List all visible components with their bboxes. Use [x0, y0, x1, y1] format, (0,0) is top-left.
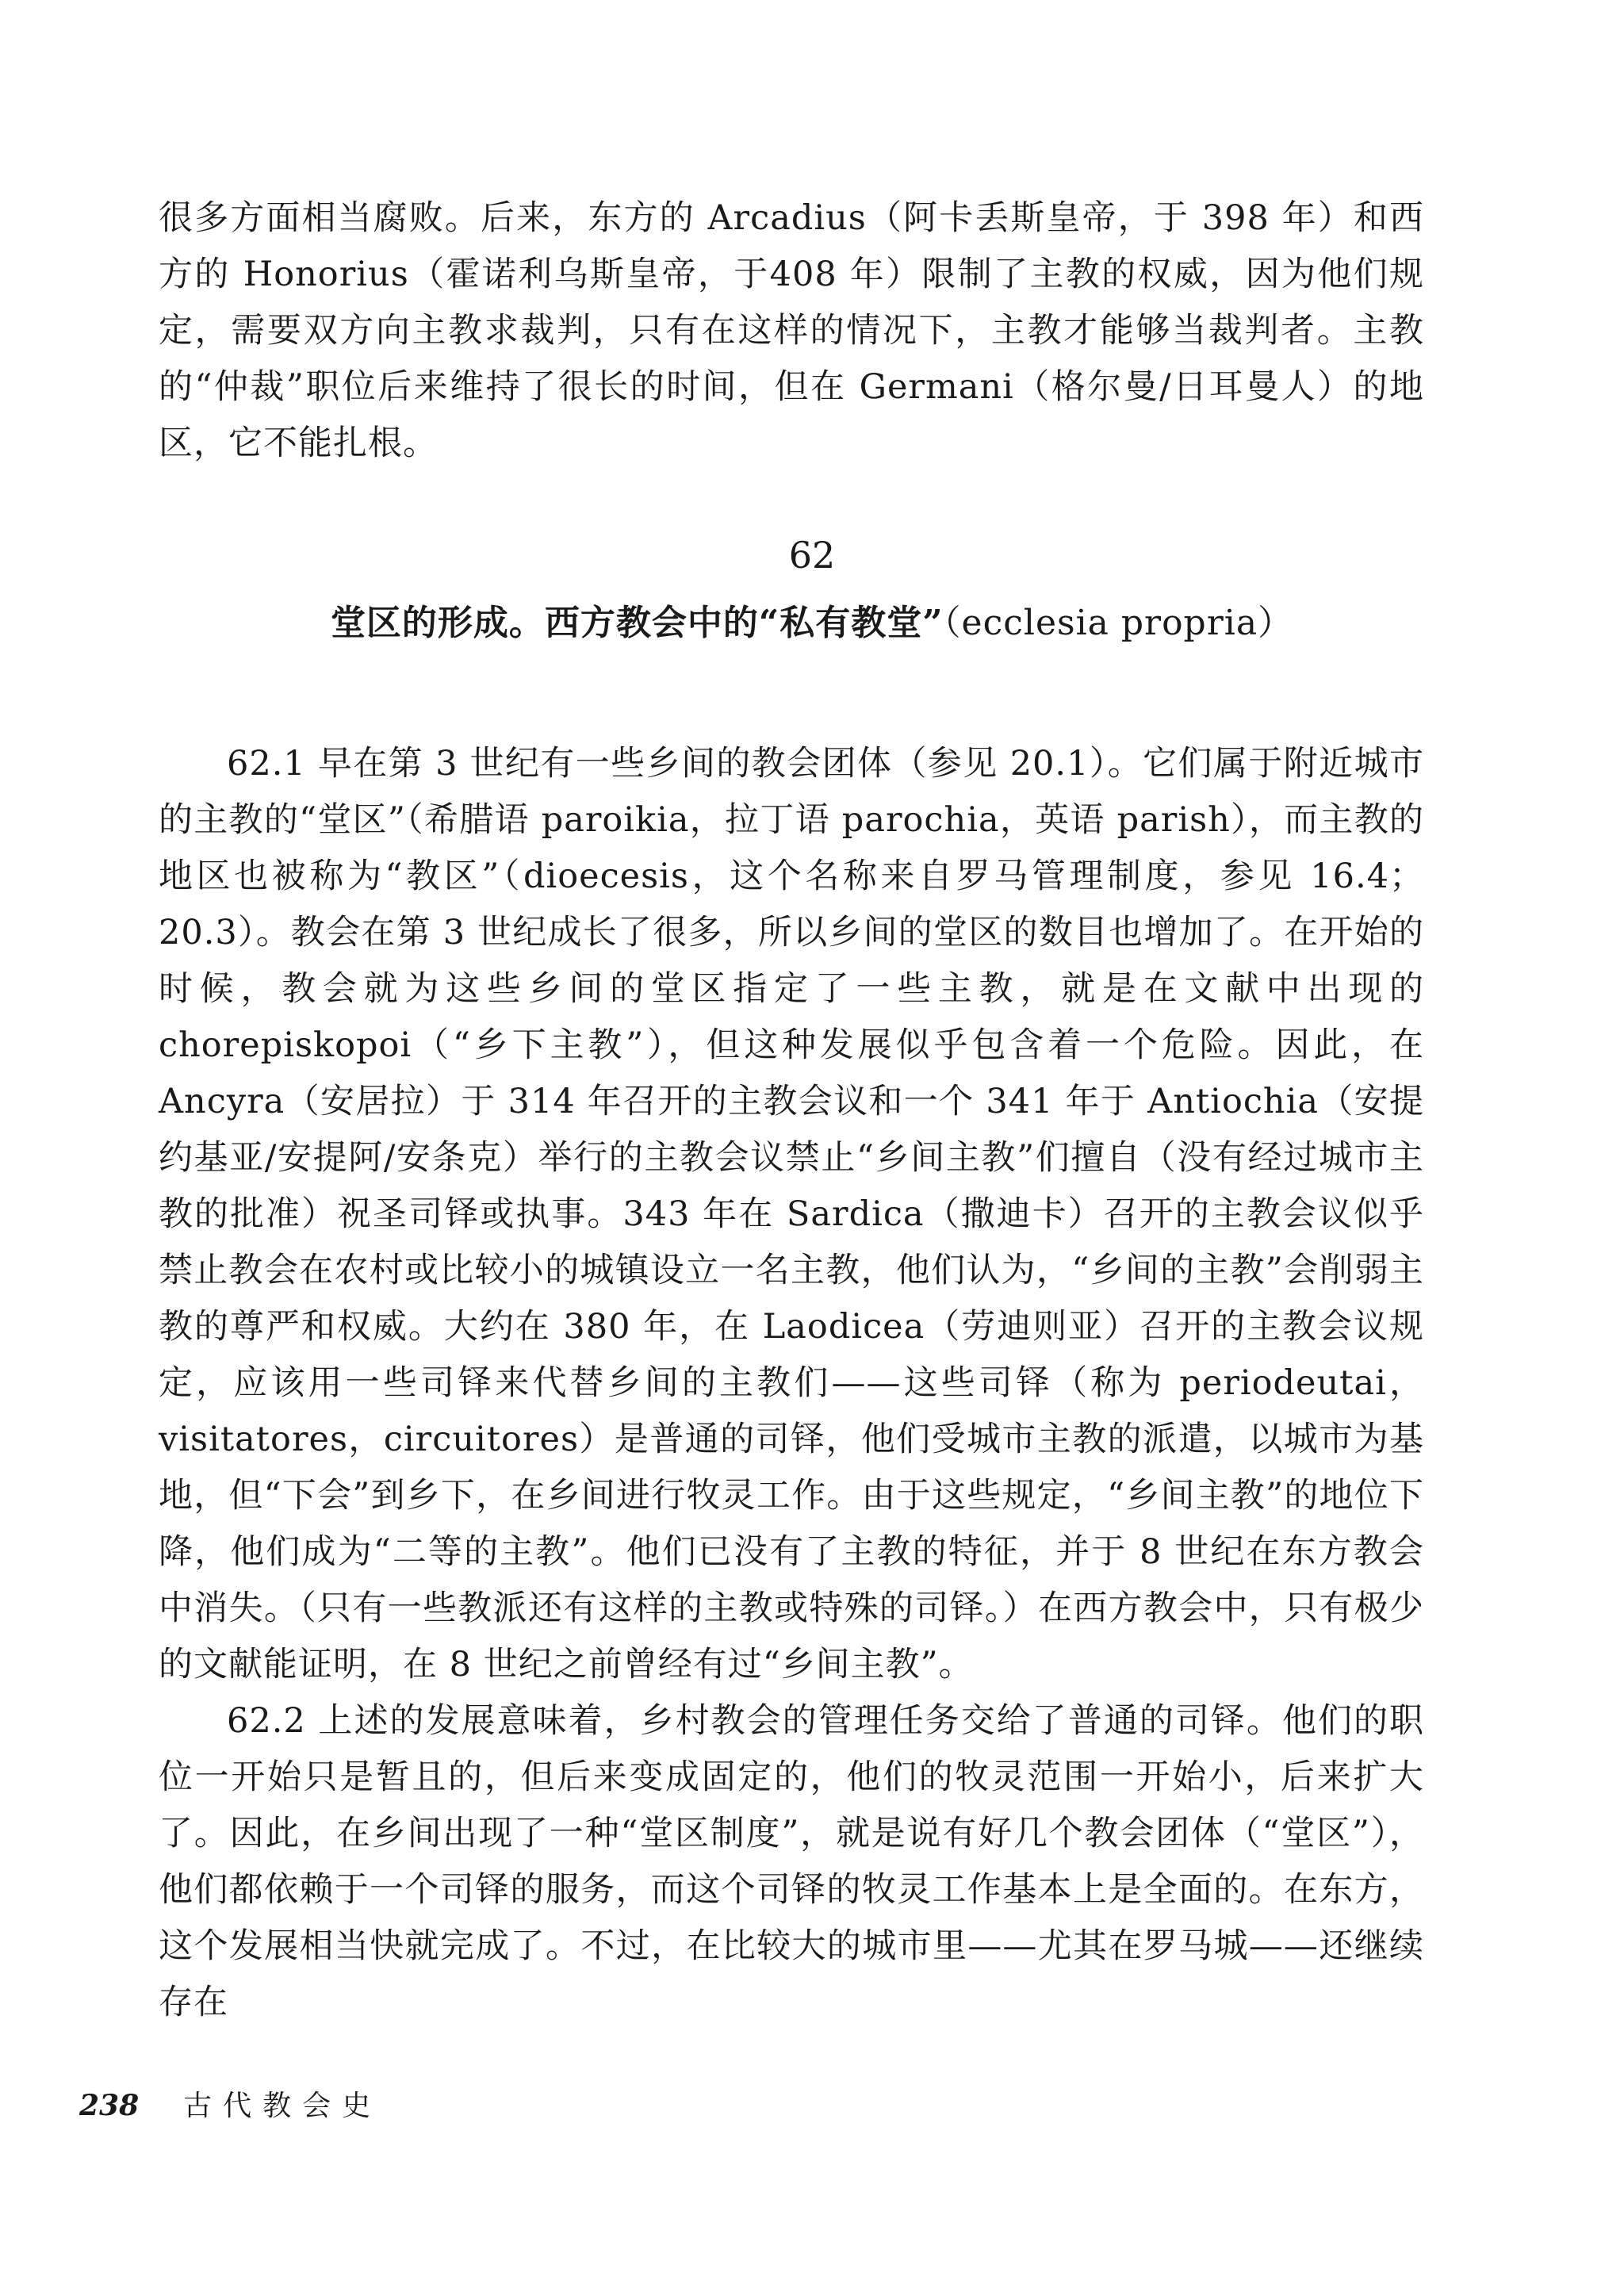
running-title: 古代教会史	[183, 2090, 382, 2122]
continued-paragraph	[159, 190, 1424, 472]
paragraph-62-2: 62.2 上述的发展意味着，乡村教会的管理任务交给了普通的司铎。他们的职位一开始只是暂且的，但后来变成固定的，他们的牧灵范围一开始小，后来扩大了。因此，在乡间出现了一种“堂区制度”，就是说有好几个教会团体（“堂区”），他们都依赖于一个司铎的服务，而这个司铎的牧灵工作基本上是全面的。在东方，这个发展相当快就完成了。不过，在比较大的城市里——尤其在罗马城——还继续存在	[159, 1701, 1424, 2022]
section-title	[0, 600, 1624, 647]
section-title-latin: （ecclesia propria）	[943, 603, 1294, 643]
page-number: 238	[79, 2089, 140, 2122]
section-body	[159, 736, 1424, 2031]
section-title-main: 堂区的形成。西方教会中的“私有教堂”	[330, 603, 944, 643]
paragraph-text: 很多方面相当腐败。后来，东方的 Arcadius（阿卡丢斯皇帝，于 398 年）和西方的 Honorius（霍诺利乌斯皇帝，于408 年）限制了主教的权威，因为他们规定，需要双方向主教求裁判，只有在这样的情况下，主教才能够当裁判者。主教的“仲裁”职位后来维持了很长的时间，但在 Germani（格尔曼/日耳曼人）的地区，它不能扎根。	[159, 198, 1424, 463]
page-footer	[79, 2086, 381, 2126]
paragraph-62-1: 62.1 早在第 3 世纪有一些乡间的教会团体（参见 20.1）。它们属于附近城市的主教的“堂区”（希腊语 paroikia，拉丁语 parochia，英语 parish），而主教的地区也被称为“教区”（dioecesis，这个名称来自罗马管理制度，参见 16.4；20.3）。教会在第 3 世纪成长了很多，所以乡间的堂区的数目也增加了。在开始的时候，教会就为这些乡间的堂区指定了一些主教，就是在文献中出现的 chorepiskopoi（“乡下主教”），但这种发展似乎包含着一个危险。因此，在 Ancyra（安居拉）于 314 年召开的主教会议和一个 341 年于 Antiochia（安提约基亚/安提阿/安条克）举行的主教会议禁止“乡间主教”们擅自（没有经过城市主教的批准）祝圣司铎或执事。343 年在 Sardica（撒迪卡）召开的主教会议似乎禁止教会在农村或比较小的城镇设立一名主教，他们认为，“乡间的主教”会削弱主教的尊严和权威。大约在 380 年，在 Laodicea（劳迪则亚）召开的主教会议规定，应该用一些司铎来代替乡间的主教们——这些司铎（称为 periodeutai，visitatores，circuitores）是普通的司铎，他们受城市主教的派遣，以城市为基地，但“下会”到乡下，在乡间进行牧灵工作。由于这些规定，“乡间主教”的地位下降，他们成为“二等的主教”。他们已没有了主教的特征，并于 8 世纪在东方教会中消失。（只有一些教派还有这样的主教或特殊的司铎。）在西方教会中，只有极少的文献能证明，在 8 世纪之前曾经有过“乡间主教”。	[159, 744, 1424, 1684]
section-number: 62	[788, 534, 836, 577]
